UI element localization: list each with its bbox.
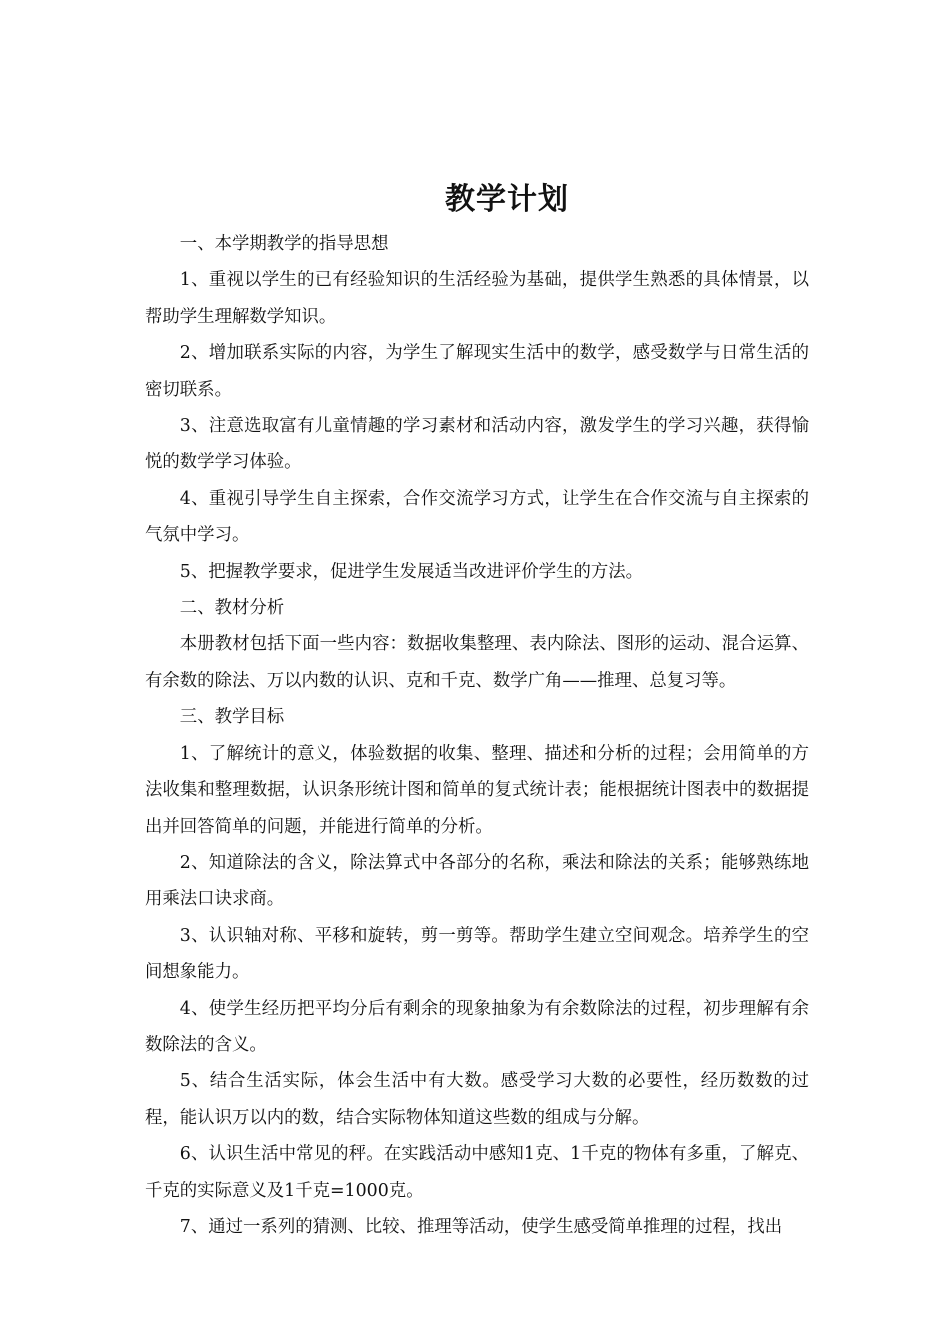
- paragraph: 1、了解统计的意义，体验数据的收集、整理、描述和分析的过程；会用简单的方法收集和整理数据，认识条形统计图和简单的复式统计表；能根据统计图表中的数据提出并回答简单的问题，并能进行简单的分析。: [145, 743, 809, 837]
- document-page: [145, 176, 809, 1245]
- section-heading-guiding-ideology: 一、本学期教学的指导思想: [179, 234, 389, 254]
- section-heading-teaching-goals: 三、教学目标: [179, 707, 285, 728]
- paragraph: 5、把握教学要求，促进学生发展适当改进评价学生的方法。: [179, 561, 644, 582]
- paragraph: 3、注意选取富有儿童情趣的学习素材和活动内容，激发学生的学习兴趣，获得愉悦的数学学习体验。: [145, 416, 809, 473]
- document-title: 教学计划: [445, 182, 569, 217]
- paragraph: 2、知道除法的含义，除法算式中各部分的名称，乘法和除法的关系；能够熟练地用乘法口诀求商。: [145, 852, 809, 910]
- paragraph: 3、认识轴对称、平移和旋转，剪一剪等。帮助学生建立空间观念。培养学生的空间想象能力。: [145, 925, 809, 983]
- paragraph: 4、重视引导学生自主探索，合作交流学习方式，让学生在合作交流与自主探索的气氛中学习。: [145, 488, 809, 546]
- paragraph: 4、使学生经历把平均分后有剩余的现象抽象为有余数除法的过程，初步理解有余数除法的含义。: [145, 998, 809, 1055]
- paragraph: 2、增加联系实际的内容，为学生了解现实生活中的数学，感受数学与日常生活的密切联系。: [145, 343, 809, 400]
- paragraph: 1、重视以学生的已有经验知识的生活经验为基础，提供学生熟悉的具体情景，以帮助学生理解数学知识。: [145, 270, 809, 327]
- paragraph: 5、结合生活实际，体会生活中有大数。感受学习大数的必要性，经历数数的过程，能认识万以内的数，结合实际物体知道这些数的组成与分解。: [145, 1071, 809, 1128]
- section-heading-textbook-analysis: 二、教材分析: [179, 598, 285, 619]
- paragraph: 7、通过一系列的猜测、比较、推理等活动，使学生感受简单推理的过程，找出: [179, 1216, 783, 1237]
- paragraph: 本册教材包括下面一些内容：数据收集整理、表内除法、图形的运动、混合运算、有余数的除法、万以内数的认识、克和千克、数学广角——推理、总复习等。: [145, 634, 809, 691]
- paragraph: 6、认识生活中常见的秤。在实践活动中感知1克、1千克的物体有多重，了解克、千克的实际意义及1千克=1000克。: [145, 1144, 809, 1201]
